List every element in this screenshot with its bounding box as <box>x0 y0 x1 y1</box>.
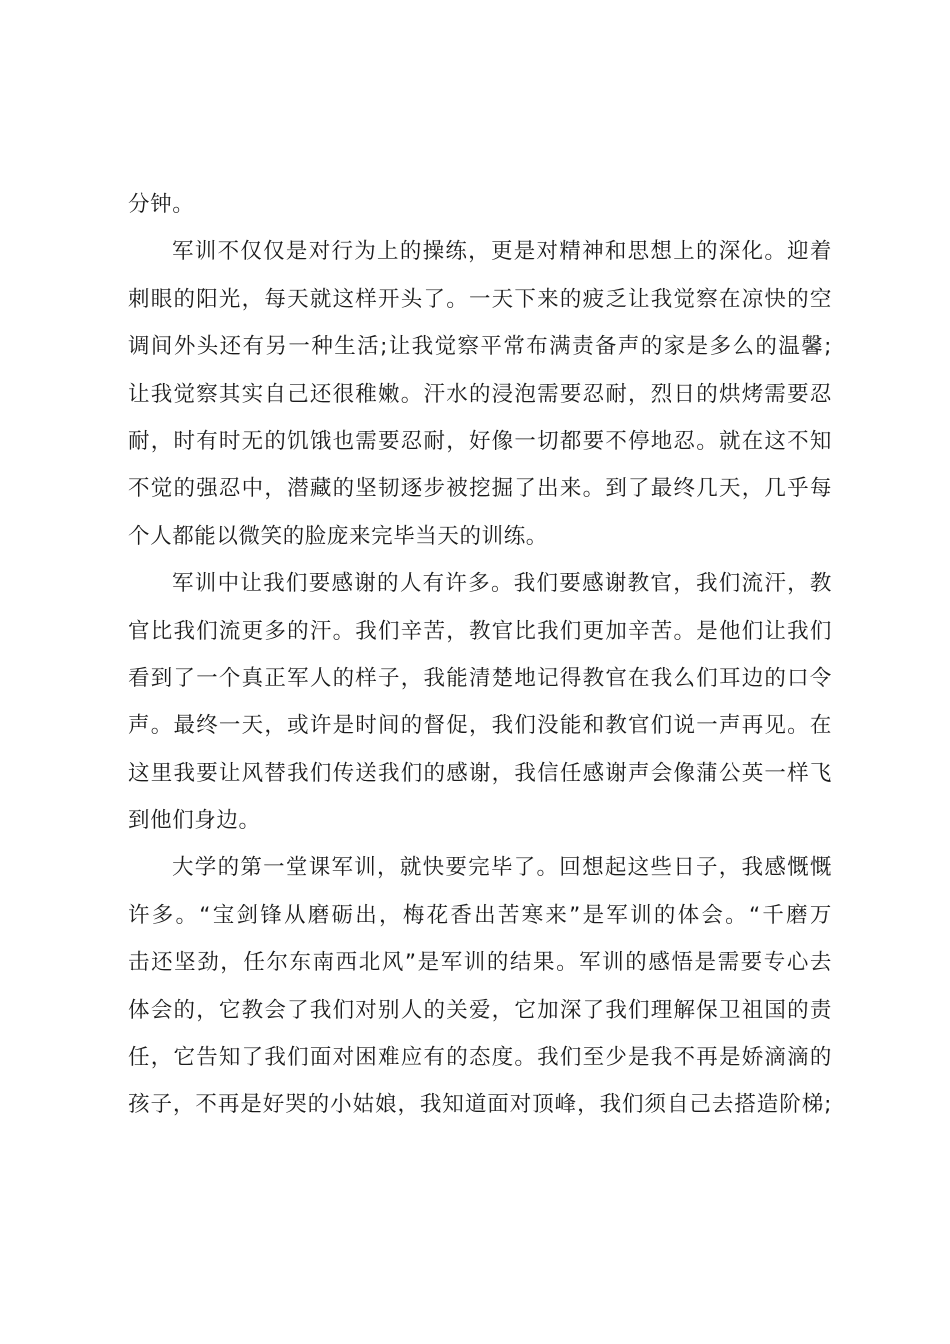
text-line: 让我觉察其实自己还很稚嫩。汗水的浸泡需要忍耐，烈日的烘烤需要忍 <box>128 381 832 407</box>
text-line: 任，它告知了我们面对困难应有的态度。我们至少是我不再是娇滴滴的 <box>128 1045 832 1071</box>
text-line: 许多。“宝剑锋从磨砺出，梅花香出苦寒来”是军训的体会。“千磨万 <box>128 902 832 928</box>
text-line: 耐，时有时无的饥饿也需要忍耐，好像一切都要不停地忍。就在这不知 <box>128 428 832 454</box>
text-line: 大学的第一堂课军训，就快要完毕了。回想起这些日子，我感慨慨 <box>172 855 832 881</box>
text-line: 个人都能以微笑的脸庞来完毕当天的训练。 <box>128 523 548 549</box>
text-line: 体会的，它教会了我们对别人的关爱，它加深了我们理解保卫祖国的责 <box>128 997 832 1023</box>
text-line: 官比我们流更多的汗。我们辛苦，教官比我们更加辛苦。是他们让我们 <box>128 618 832 644</box>
text-line: 看到了一个真正军人的样子，我能清楚地记得教官在我么们耳边的口令 <box>128 665 832 691</box>
text-line: 孩子，不再是好哭的小姑娘，我知道面对顶峰，我们须自己去搭造阶梯; <box>128 1092 832 1118</box>
text-line: 军训中让我们要感谢的人有许多。我们要感谢教官，我们流汗，教 <box>172 571 832 597</box>
text-line: 不觉的强忍中，潜藏的坚韧逐步被挖掘了出来。到了最终几天，几乎每 <box>128 476 832 502</box>
text-line: 军训不仅仅是对行为上的操练，更是对精神和思想上的深化。迎着 <box>172 239 832 265</box>
text-line: 击还坚劲，任尔东南西北风”是军训的结果。军训的感悟是需要专心去 <box>128 950 832 976</box>
text-line: 刺眼的阳光，每天就这样开头了。一天下来的疲乏让我觉察在凉快的空 <box>128 286 832 312</box>
text-line: 声。最终一天，或许是时间的督促，我们没能和教官们说一声再见。在 <box>128 713 832 739</box>
text-line: 到他们身边。 <box>128 808 261 834</box>
text-line: 这里我要让风替我们传送我们的感谢，我信任感谢声会像蒲公英一样飞 <box>128 760 832 786</box>
document-body <box>128 181 832 1129</box>
text-line: 调间外头还有另一种生活;让我觉察平常布满责备声的家是多么的温馨; <box>128 334 832 360</box>
text-line: 分钟。 <box>128 192 195 217</box>
